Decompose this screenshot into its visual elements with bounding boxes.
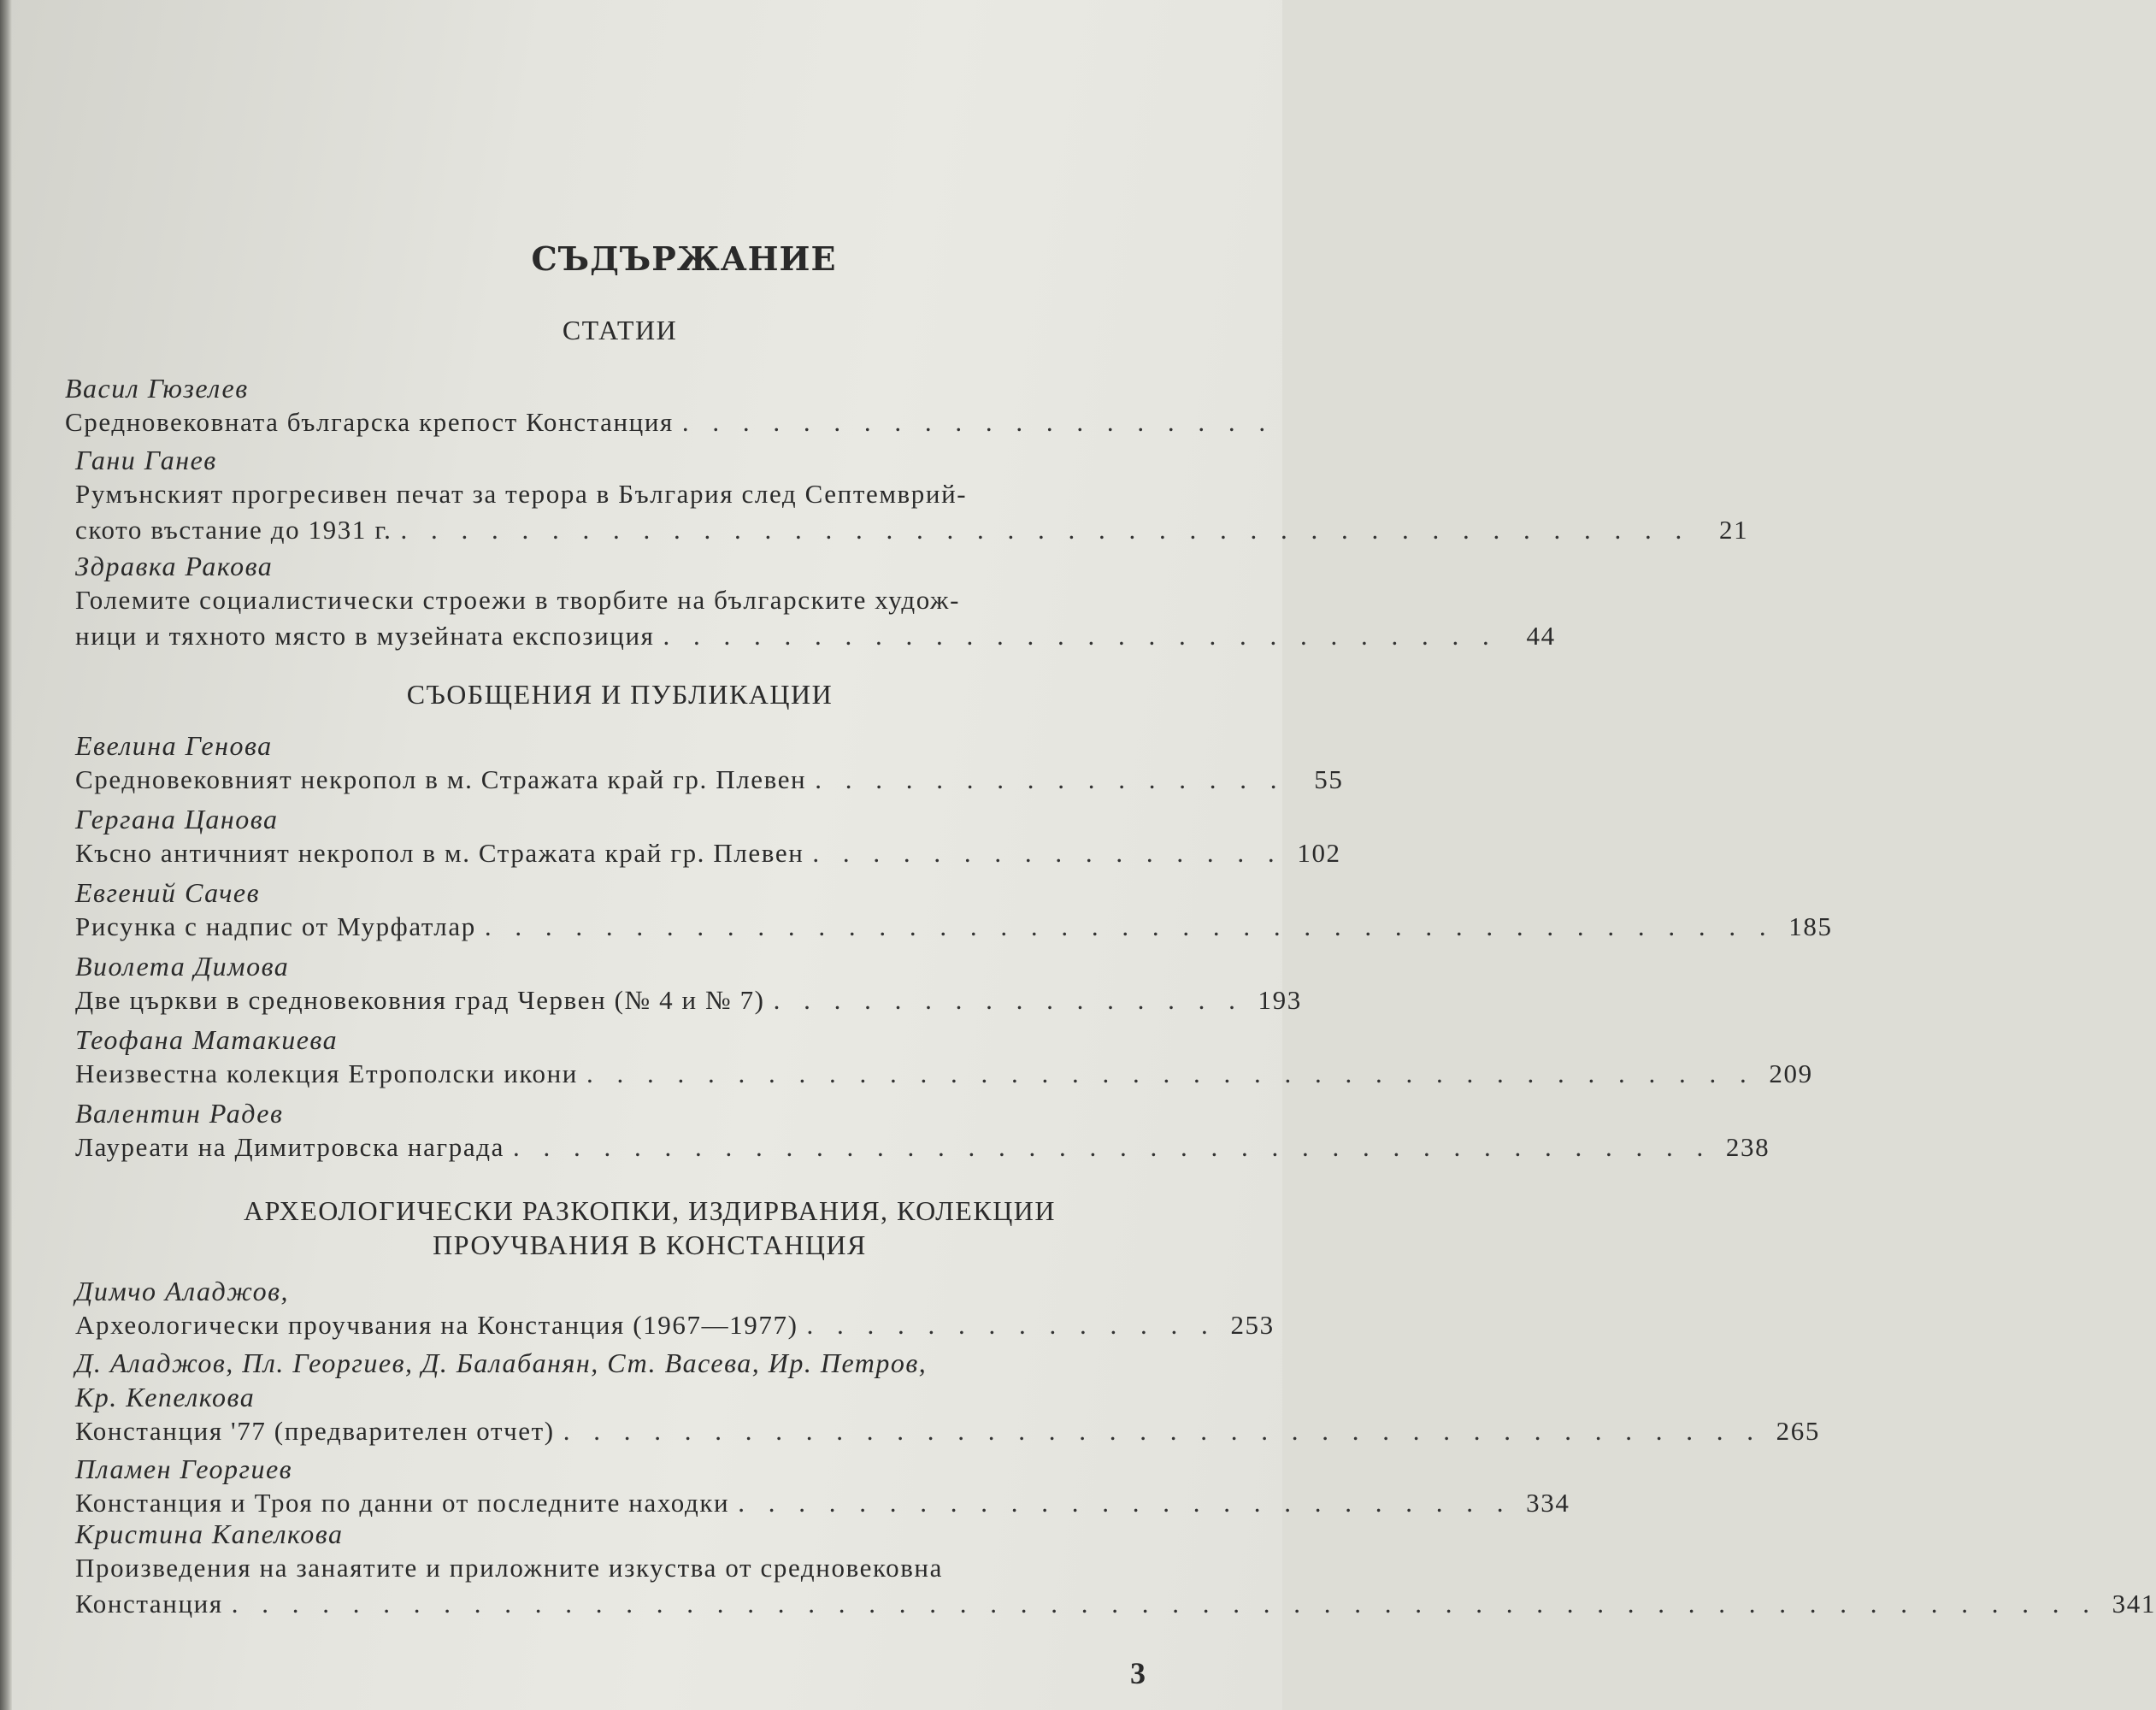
entry-author: Д. Аладжов, Пл. Георгиев, Д. Балабанян, Ст. Васева, Ир. Петров,	[75, 1347, 928, 1378]
leader-dots: . . . . . . . . . . . . . . . . . . . . . . . . . . . .	[663, 621, 1498, 651]
leader-dots: . . . . . . . . . . . . . . . . . . . . . . . . . .	[738, 1488, 1512, 1518]
toc-entry	[75, 549, 1556, 655]
entry-title-line	[75, 983, 1302, 1019]
entry-author: Пламен Георгиев	[75, 1454, 293, 1484]
entry-title: Средновековният некропол в м. Стражата край гр. Плевен	[75, 764, 807, 794]
section-heading-excavations	[120, 1194, 1180, 1262]
entry-title: Две църкви в средновековния град Червен (№ 4 и № 7)	[75, 985, 765, 1015]
toc-entry	[75, 728, 1344, 799]
entry-page: 21	[1719, 515, 1749, 545]
entry-author: Виолета Димова	[75, 951, 290, 982]
entry-page: 55	[1314, 764, 1344, 794]
leader-dots: . . . . . . . . . . . . . . . . . . . . . . . . . . . . . . . . . . . . . . . . . . . . . . . . . . . . . . . . . . . . . .	[231, 1589, 2098, 1619]
leader-dots: . . . . . . . . . . . . . . . . . . . .	[681, 407, 1275, 437]
section-heading-line: АРХЕОЛОГИЧЕСКИ РАЗКОПКИ, ИЗДИРВАНИЯ, КОЛЕКЦИИ	[243, 1195, 1057, 1226]
entry-page: 102	[1297, 838, 1341, 868]
leader-dots: . . . . . . . . . . . . . . . . . . . . . . . . . . . . . . . . . . . . . . . .	[563, 1416, 1762, 1446]
entry-title: ници и тяхното място в музейната експозиция	[75, 621, 655, 651]
leader-dots: . . . . . . . . . . . . . . . .	[812, 838, 1283, 868]
leader-dots: . . . . . . . . . . . . . . . . . . . . . . . . . . . . . . . . . . . . . . . . . . .	[484, 911, 1775, 941]
toc-entry	[75, 1452, 1570, 1522]
entry-title: ското въстание до 1931 г.	[75, 515, 392, 545]
entry-title-line	[75, 1130, 1770, 1166]
entry-author: Евгений Сачев	[75, 877, 260, 908]
entry-author: Теофана Матакиева	[75, 1024, 339, 1055]
entry-title-line	[75, 477, 1169, 513]
toc-entry	[75, 1023, 1813, 1093]
toc-entry	[65, 371, 1275, 441]
entry-title: Лауреати на Димитровска награда	[75, 1132, 504, 1162]
entry-title: Констанция и Троя по данни от последните находки	[75, 1488, 730, 1518]
leader-dots: . . . . . . . . . . . . . . . . . . . . . . . . . . . . . . . . . . . . . . . . . . .	[400, 515, 1691, 545]
leader-dots: . . . . . . . . . . . . . . . .	[815, 764, 1286, 794]
entry-page: 44	[1526, 621, 1556, 651]
page-number: 3	[1130, 1656, 1146, 1690]
entry-title-line	[75, 1308, 1275, 1344]
leader-dots: . . . . . . . . . . . . . . . . . . . . . . . . . . . . . . . . . . . . . . .	[586, 1058, 1755, 1088]
entry-title-line	[75, 1587, 2156, 1623]
entry-author: Васил Гюзелев	[65, 373, 249, 404]
entry-title: Рисунка с надпис от Мурфатлар	[75, 911, 476, 941]
entry-title: Румънският прогресивен печат за терора в България след Септемврий-	[75, 479, 968, 509]
entry-title: Произведения на занаятите и приложните изкуства от средновековна	[75, 1553, 943, 1583]
entry-page: 334	[1526, 1488, 1570, 1518]
toc-entry	[75, 443, 1749, 549]
entry-author: Димчо Аладжов,	[75, 1276, 289, 1306]
entry-page: 341	[2112, 1589, 2156, 1619]
leader-dots: . . . . . . . . . . . . . . . . . . . . . . . . . . . . . . . . . . . . . . . .	[512, 1132, 1712, 1162]
entry-title: Средновековната българска крепост Констанция	[65, 407, 674, 437]
toc-entry	[75, 1517, 2156, 1623]
entry-title-line	[75, 910, 1833, 946]
page-title: СЪДЪРЖАНИЕ	[531, 239, 837, 278]
toc-entry	[75, 876, 1833, 946]
leader-dots: . . . . . . . . . . . . . .	[806, 1310, 1216, 1340]
toc-entry	[75, 1274, 1275, 1344]
toc-entry	[75, 1096, 1770, 1166]
toc-entry	[75, 802, 1341, 872]
entry-title: Констанция '77 (предварителен отчет)	[75, 1416, 555, 1446]
toc-entry	[75, 949, 1302, 1019]
entry-title-line	[75, 1551, 1169, 1587]
entry-title: Констанция	[75, 1589, 223, 1619]
section-heading-reports: СЪОБЩЕНИЯ И ПУБЛИКАЦИИ	[406, 679, 834, 710]
entry-title-line	[75, 1414, 1820, 1450]
entry-author: Кристина Капелкова	[75, 1518, 344, 1549]
entry-title-line	[75, 619, 1556, 655]
entry-page: 253	[1230, 1310, 1275, 1340]
entry-title-line	[75, 1057, 1813, 1093]
entry-title-line	[75, 583, 1169, 619]
entry-title: Късно античният некропол в м. Стражата край гр. Плевен	[75, 838, 804, 868]
entry-title-line	[75, 513, 1749, 549]
entry-page: 238	[1725, 1132, 1770, 1162]
entry-author: Валентин Радев	[75, 1098, 284, 1129]
toc-entry	[75, 1346, 1820, 1450]
entry-title-line	[65, 405, 1275, 441]
entry-title-line	[75, 836, 1341, 872]
entry-page: 185	[1788, 911, 1833, 941]
entry-author: Евелина Генова	[75, 730, 273, 761]
entry-title: Археологически проучвания на Констанция (1967—1977)	[75, 1310, 798, 1340]
entry-author: Здравка Ракова	[75, 551, 274, 581]
section-heading-line: ПРОУЧВАНИЯ В КОНСТАНЦИЯ	[433, 1229, 867, 1260]
entry-page: 193	[1258, 985, 1302, 1015]
entry-page: 265	[1776, 1416, 1820, 1446]
entry-author: Гани Ганев	[75, 445, 217, 475]
entry-author: Гергана Цанова	[75, 804, 279, 834]
leader-dots: . . . . . . . . . . . . . . . .	[773, 985, 1244, 1015]
entry-title: Неизвестна колекция Етрополски икони	[75, 1058, 578, 1088]
entry-title-line	[75, 763, 1344, 799]
entry-author: Кр. Кепелкова	[75, 1382, 256, 1412]
section-heading-articles: СТАТИИ	[562, 315, 678, 345]
entry-page: 209	[1769, 1058, 1813, 1088]
entry-title: Големите социалистически строежи в творбите на българските худож-	[75, 585, 960, 615]
